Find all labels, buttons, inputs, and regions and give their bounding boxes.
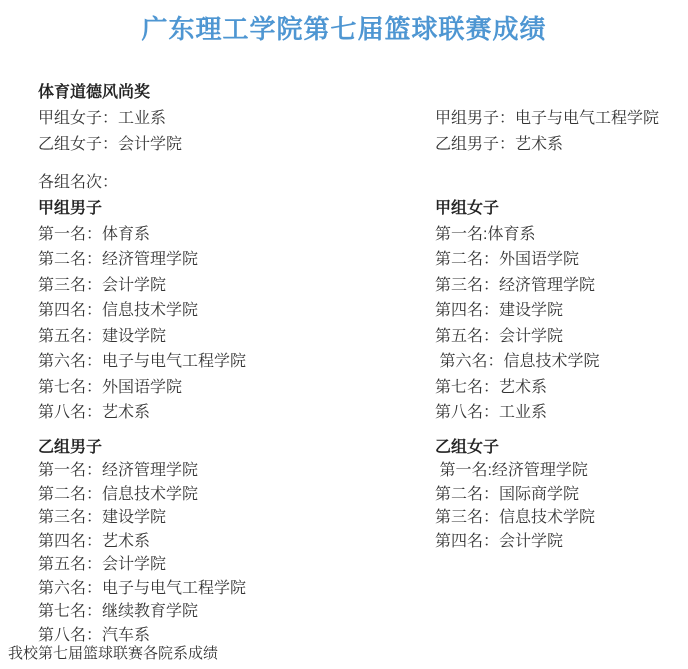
ranking-block-group-b — [38, 436, 688, 648]
rank-line: 第五名：会计学院 — [435, 327, 564, 345]
rank-line: 第三名：会计学院 — [38, 276, 167, 294]
sportsmanship-row — [38, 132, 688, 158]
rank-line: 第二名：信息技术学院 — [38, 485, 199, 503]
rank-line: 第一名:经济管理学院 — [435, 462, 588, 479]
group-b-men-header: 乙组男子 — [38, 438, 103, 456]
group-b-women-header: 乙组女子 — [435, 438, 500, 456]
award-group-a-men: 甲组男子：电子与电气工程学院 — [435, 110, 660, 127]
group-a-men-list — [38, 196, 435, 426]
ranking-block-group-a — [38, 196, 688, 426]
rank-line: 第二名：国际商学院 — [435, 485, 580, 503]
rank-line: 第七名：艺术系 — [435, 378, 548, 396]
award-group-a-women: 甲组女子：工业系 — [38, 110, 167, 127]
award-group-b-men: 乙组男子：艺术系 — [435, 136, 564, 153]
rank-line: 第三名：建设学院 — [38, 509, 167, 526]
rank-line: 第六名：电子与电气工程学院 — [38, 579, 247, 597]
rank-line: 第八名：汽车系 — [38, 626, 151, 644]
document-content — [0, 80, 688, 647]
group-b-men-list — [38, 436, 435, 648]
rank-line: 第三名：经济管理学院 — [435, 276, 596, 294]
sportsmanship-award-header: 体育道德风尚奖 — [38, 84, 151, 101]
rank-line: 第六名：信息技术学院 — [435, 353, 600, 370]
group-a-men-header: 甲组男子 — [38, 200, 103, 217]
rank-line: 第七名：继续教育学院 — [38, 603, 199, 620]
rank-line: 第一名:体育系 — [435, 225, 536, 243]
sportsmanship-award-section — [38, 80, 688, 158]
page-title: 广东理工学院第七届篮球联赛成绩 — [141, 14, 547, 44]
rank-line: 第四名：艺术系 — [38, 532, 151, 550]
bottom-caption: 我校第七届篮球联赛各院系成绩 — [8, 645, 219, 662]
group-b-women-list — [435, 436, 688, 648]
rank-line: 第五名：建设学院 — [38, 327, 167, 345]
rank-line: 第二名：经济管理学院 — [38, 251, 199, 268]
rank-line: 第五名：会计学院 — [38, 556, 167, 573]
rank-line: 第四名：建设学院 — [435, 302, 564, 319]
rank-line: 第六名：电子与电气工程学院 — [38, 353, 247, 370]
rank-line: 第三名：信息技术学院 — [435, 509, 596, 526]
rank-line: 第一名：体育系 — [38, 225, 151, 243]
rankings-label: 各组名次： — [38, 174, 119, 191]
rank-line: 第二名：外国语学院 — [435, 251, 580, 268]
rank-line: 第一名：经济管理学院 — [38, 462, 199, 479]
sportsmanship-row — [38, 106, 688, 132]
rank-line: 第四名：信息技术学院 — [38, 302, 199, 319]
group-a-women-header: 甲组女子 — [435, 200, 500, 217]
group-a-women-list — [435, 196, 688, 426]
award-group-b-women: 乙组女子：会计学院 — [38, 136, 183, 153]
rank-line: 第七名：外国语学院 — [38, 378, 183, 396]
rank-line: 第八名：工业系 — [435, 404, 548, 421]
rank-line: 第八名：艺术系 — [38, 404, 151, 421]
rank-line: 第四名：会计学院 — [435, 532, 564, 550]
